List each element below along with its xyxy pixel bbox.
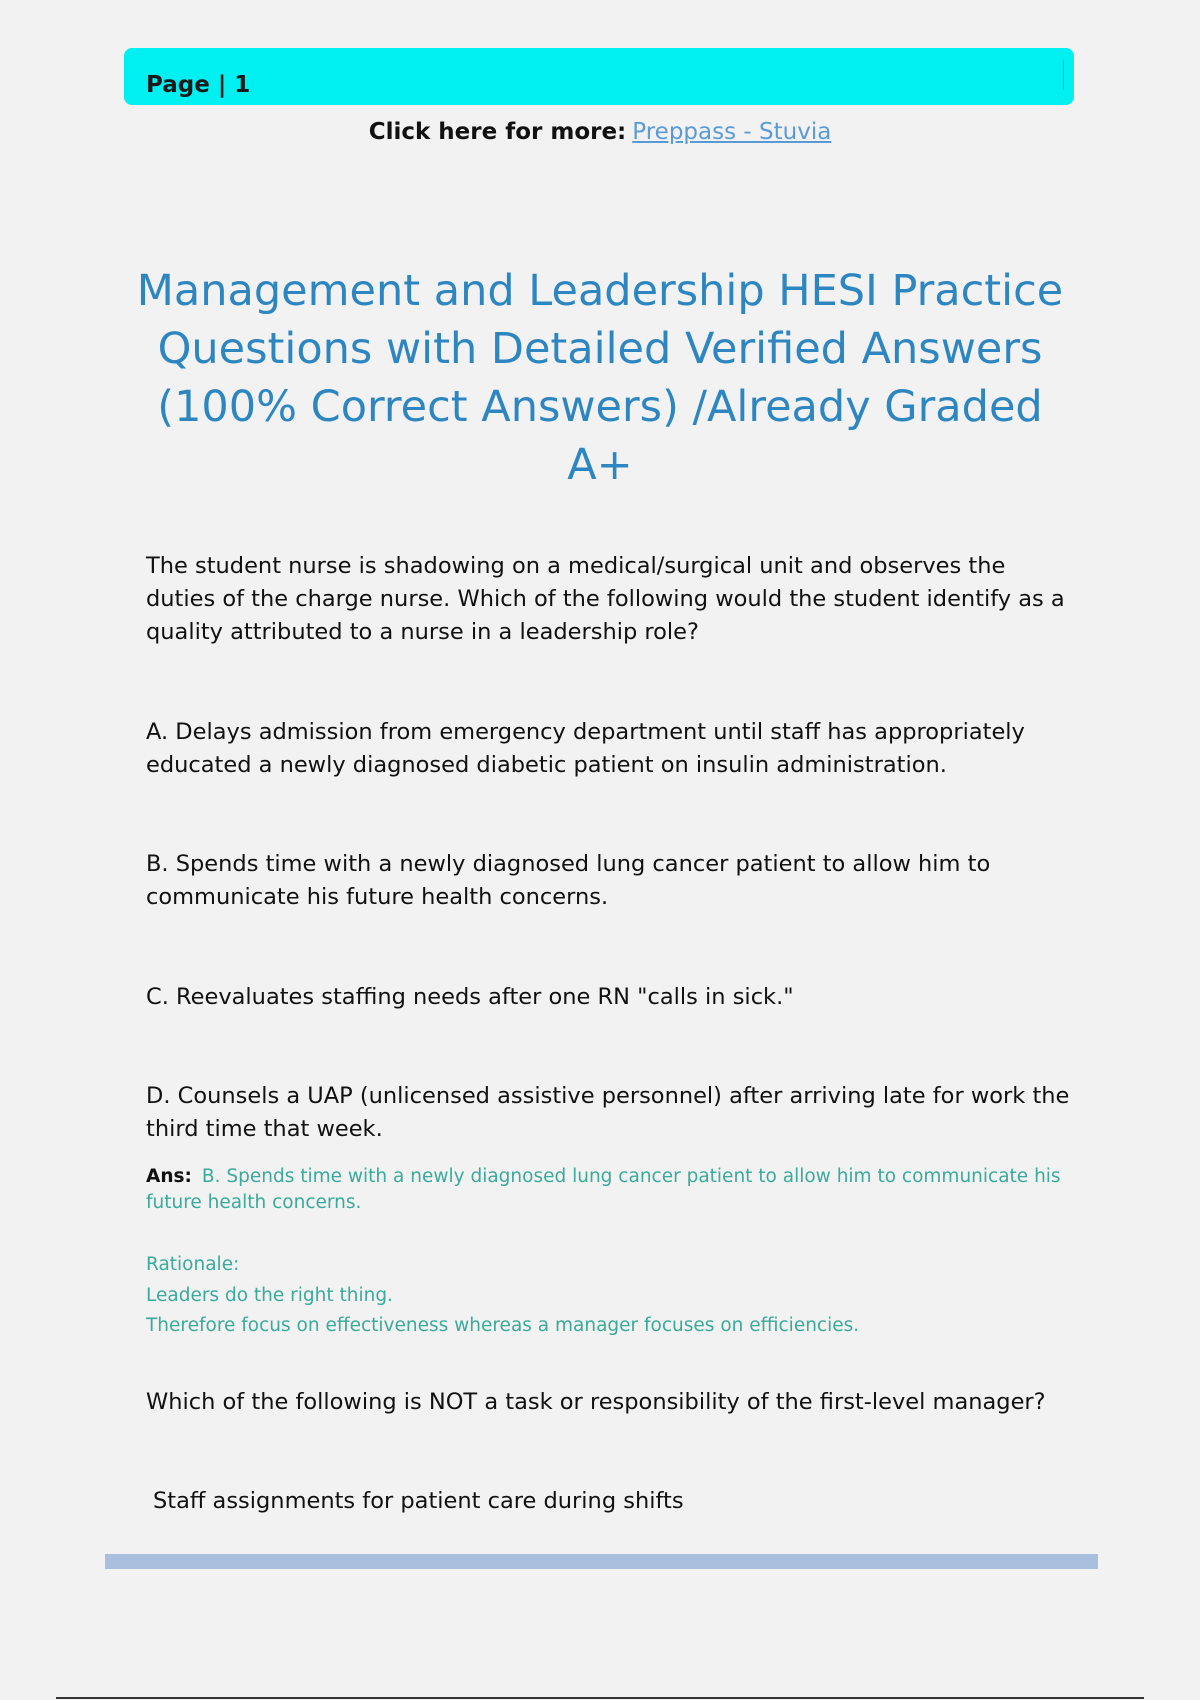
preppass-stuvia-link[interactable]: Preppass - Stuvia [632, 119, 832, 145]
page-word: Page [146, 72, 210, 98]
question-1-option-b: B. Spends time with a newly diagnosed lung cancer patient to allow him to communicate his future health concerns. [146, 851, 991, 910]
question-2-option-first: Staff assignments for patient care during shifts [153, 1488, 684, 1514]
rationale-heading: Rationale: [146, 1254, 240, 1275]
question-2-text: Which of the following is NOT a task or responsibility of the first-level manager? [146, 1389, 1046, 1415]
more-link-line [0, 119, 1200, 145]
page-number-label [146, 72, 250, 98]
question-1-option-d: D. Counsels a UAP (unlicensed assistive personnel) after arriving late for work the third time that week. [146, 1083, 1070, 1142]
page-separator: | [217, 72, 227, 98]
page-header-bar [124, 48, 1074, 105]
rationale-line-2: Therefore focus on effectiveness whereas a manager focuses on efficiencies. [146, 1315, 860, 1336]
bottom-rule [56, 1697, 1144, 1699]
question-1-option-a: A. Delays admission from emergency department until staff has appropriately educated a newly diagnosed diabetic patient on insulin administration. [146, 719, 1025, 778]
question-1-answer [146, 1164, 1076, 1216]
footer-bar [105, 1554, 1098, 1569]
question-1-rationale [146, 1250, 1076, 1342]
question-1-option-c: C. Reevaluates staffing needs after one RN "calls in sick." [146, 984, 794, 1010]
page-number: 1 [234, 72, 251, 98]
answer-label: Ans: [146, 1166, 192, 1187]
header-divider-line [1063, 60, 1064, 90]
answer-text: B. Spends time with a newly diagnosed lung cancer patient to allow him to communicate his future health concerns. [146, 1166, 1061, 1213]
more-label: Click here for more: [368, 119, 627, 145]
question-1-text: The student nurse is shadowing on a medical/surgical unit and observes the duties of the charge nurse. Which of the following would the student identify as a quality attributed to a nurse in a leadership role? [146, 553, 1065, 645]
rationale-line-1: Leaders do the right thing. [146, 1284, 393, 1306]
document-title: Management and Leadership HESI Practice Questions with Detailed Verified Answers (100% Correct Answers) /Already Graded A+ [136, 266, 1064, 490]
